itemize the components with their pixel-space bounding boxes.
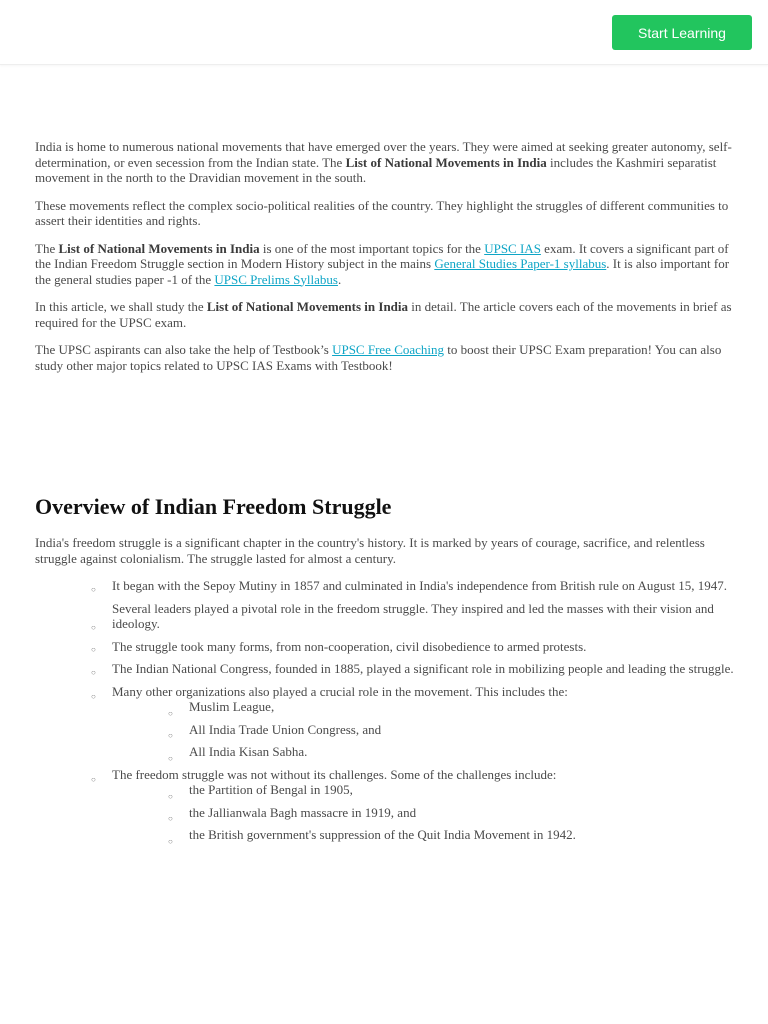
bullet-circle-icon: ○ [168,791,173,801]
bullet-circle-icon: ○ [91,691,96,701]
overview-heading: Overview of Indian Freedom Struggle [35,494,392,519]
list-item: ○ Several leaders played a pivotal role in the freedom struggle. They inspired and led the masses with their vision and ideology. [91,600,714,632]
sublist-item: ○ the Partition of Bengal in 1905, [168,782,353,801]
top-header [0,0,768,65]
list-item: ○ The struggle took many forms, from non-cooperation, civil disobedience to armed protests. [91,638,587,654]
bullet-circle-icon: ○ [168,708,173,718]
sublist-item: ○ All India Trade Union Congress, and [168,721,382,740]
bullet-circle-icon: ○ [91,774,96,784]
bullet-circle-icon: ○ [91,667,96,677]
intro-paragraph-4: In this article, we shall study the List of National Movements in India in detail. The article covers each of the movements in brief as required for the UPSC exam. [35,299,732,330]
list-item: ○ It began with the Sepoy Mutiny in 1857 and culminated in India's independence from British rule on August 15, 1947. [91,578,728,594]
overview-section [35,535,740,850]
list-item: ○ The Indian National Congress, founded in 1885, played a significant role in mobilizing people and leading the struggle. [91,661,734,677]
gs-paper-1-syllabus-link[interactable]: General Studies Paper-1 syllabus [434,256,607,271]
list-item: ○ Many other organizations also played a crucial role in the movement. This includes the: ○ Muslim League, ○ All India Trade Union Congress, and ○ All India Kisan Sabha. [91,684,740,760]
overview-list [91,578,740,846]
sublist-item: ○ All India Kisan Sabha. [168,744,308,763]
bullet-circle-icon: ○ [168,731,173,740]
bullet-circle-icon: ○ [91,645,96,654]
sublist-item: ○ the Jallianwala Bagh massacre in 1919, and [168,804,417,823]
start-learning-button[interactable]: Start Learning [612,15,752,50]
bullet-circle-icon: ○ [91,622,96,632]
bold-topic: List of National Movements in India [58,240,260,256]
bullet-circle-icon: ○ [91,584,96,594]
bullet-circle-icon: ○ [168,753,173,763]
list-item: ○ The freedom struggle was not without its challenges. Some of the challenges include: ○ the Partition of Bengal in 1905, ○ the Jallianwala Bagh massacre in 1919, and ○ the British government's suppression of the Quit India Movement in 1942. [91,767,740,843]
bold-topic: List of National Movements in India [345,154,547,170]
intro-paragraph-5: The UPSC aspirants can also take the help of Testbook’s UPSC Free Coaching to boost their UPSC Exam preparation! You can also study other major topics related to UPSC IAS Exams with Testbook! [35,342,722,373]
intro-paragraph-2: These movements reflect the complex socio-political realities of the country. They highlight the struggles of different communities to assert their identities and rights. [35,197,729,228]
bold-topic: List of National Movements in India [206,299,409,314]
intro-paragraph-1: India is home to numerous national movements that have emerged over the years. They were aimed at seeking greater autonomy, self-determination, or even secession from the Indian state. The List of National Movements in India includes the Kashmiri separatist movement in the north to the Dravidian movement in the south. [35,139,732,185]
overview-lead: India's freedom struggle is a significant chapter in the country's history. It is marked by years of courage, sacrifice, and relentless struggle against colonialism. The struggle lasted for almost a century. [35,535,705,566]
challenges-sublist [168,782,740,846]
sublist-item: ○ Muslim League, [168,699,275,718]
intro-section [35,139,735,385]
upsc-ias-link[interactable]: UPSC IAS [484,240,541,256]
organizations-sublist [168,699,740,763]
sublist-item: ○ the British government's suppression of the Quit India Movement in 1942. [168,827,576,846]
intro-paragraph-3: The List of National Movements in India is one of the most important topics for the UPSC IAS exam. It covers a significant part of the Indian Freedom Struggle section in Modern History subject in the mains General Studies Paper-1 syllabus. It is also important for the general studies paper -1 of the UPSC Prelims Syllabus. [35,240,730,287]
upsc-prelims-syllabus-link[interactable]: UPSC Prelims Syllabus [214,271,338,287]
upsc-free-coaching-link[interactable]: UPSC Free Coaching [332,342,445,357]
bullet-circle-icon: ○ [168,814,173,823]
bullet-circle-icon: ○ [168,836,173,846]
